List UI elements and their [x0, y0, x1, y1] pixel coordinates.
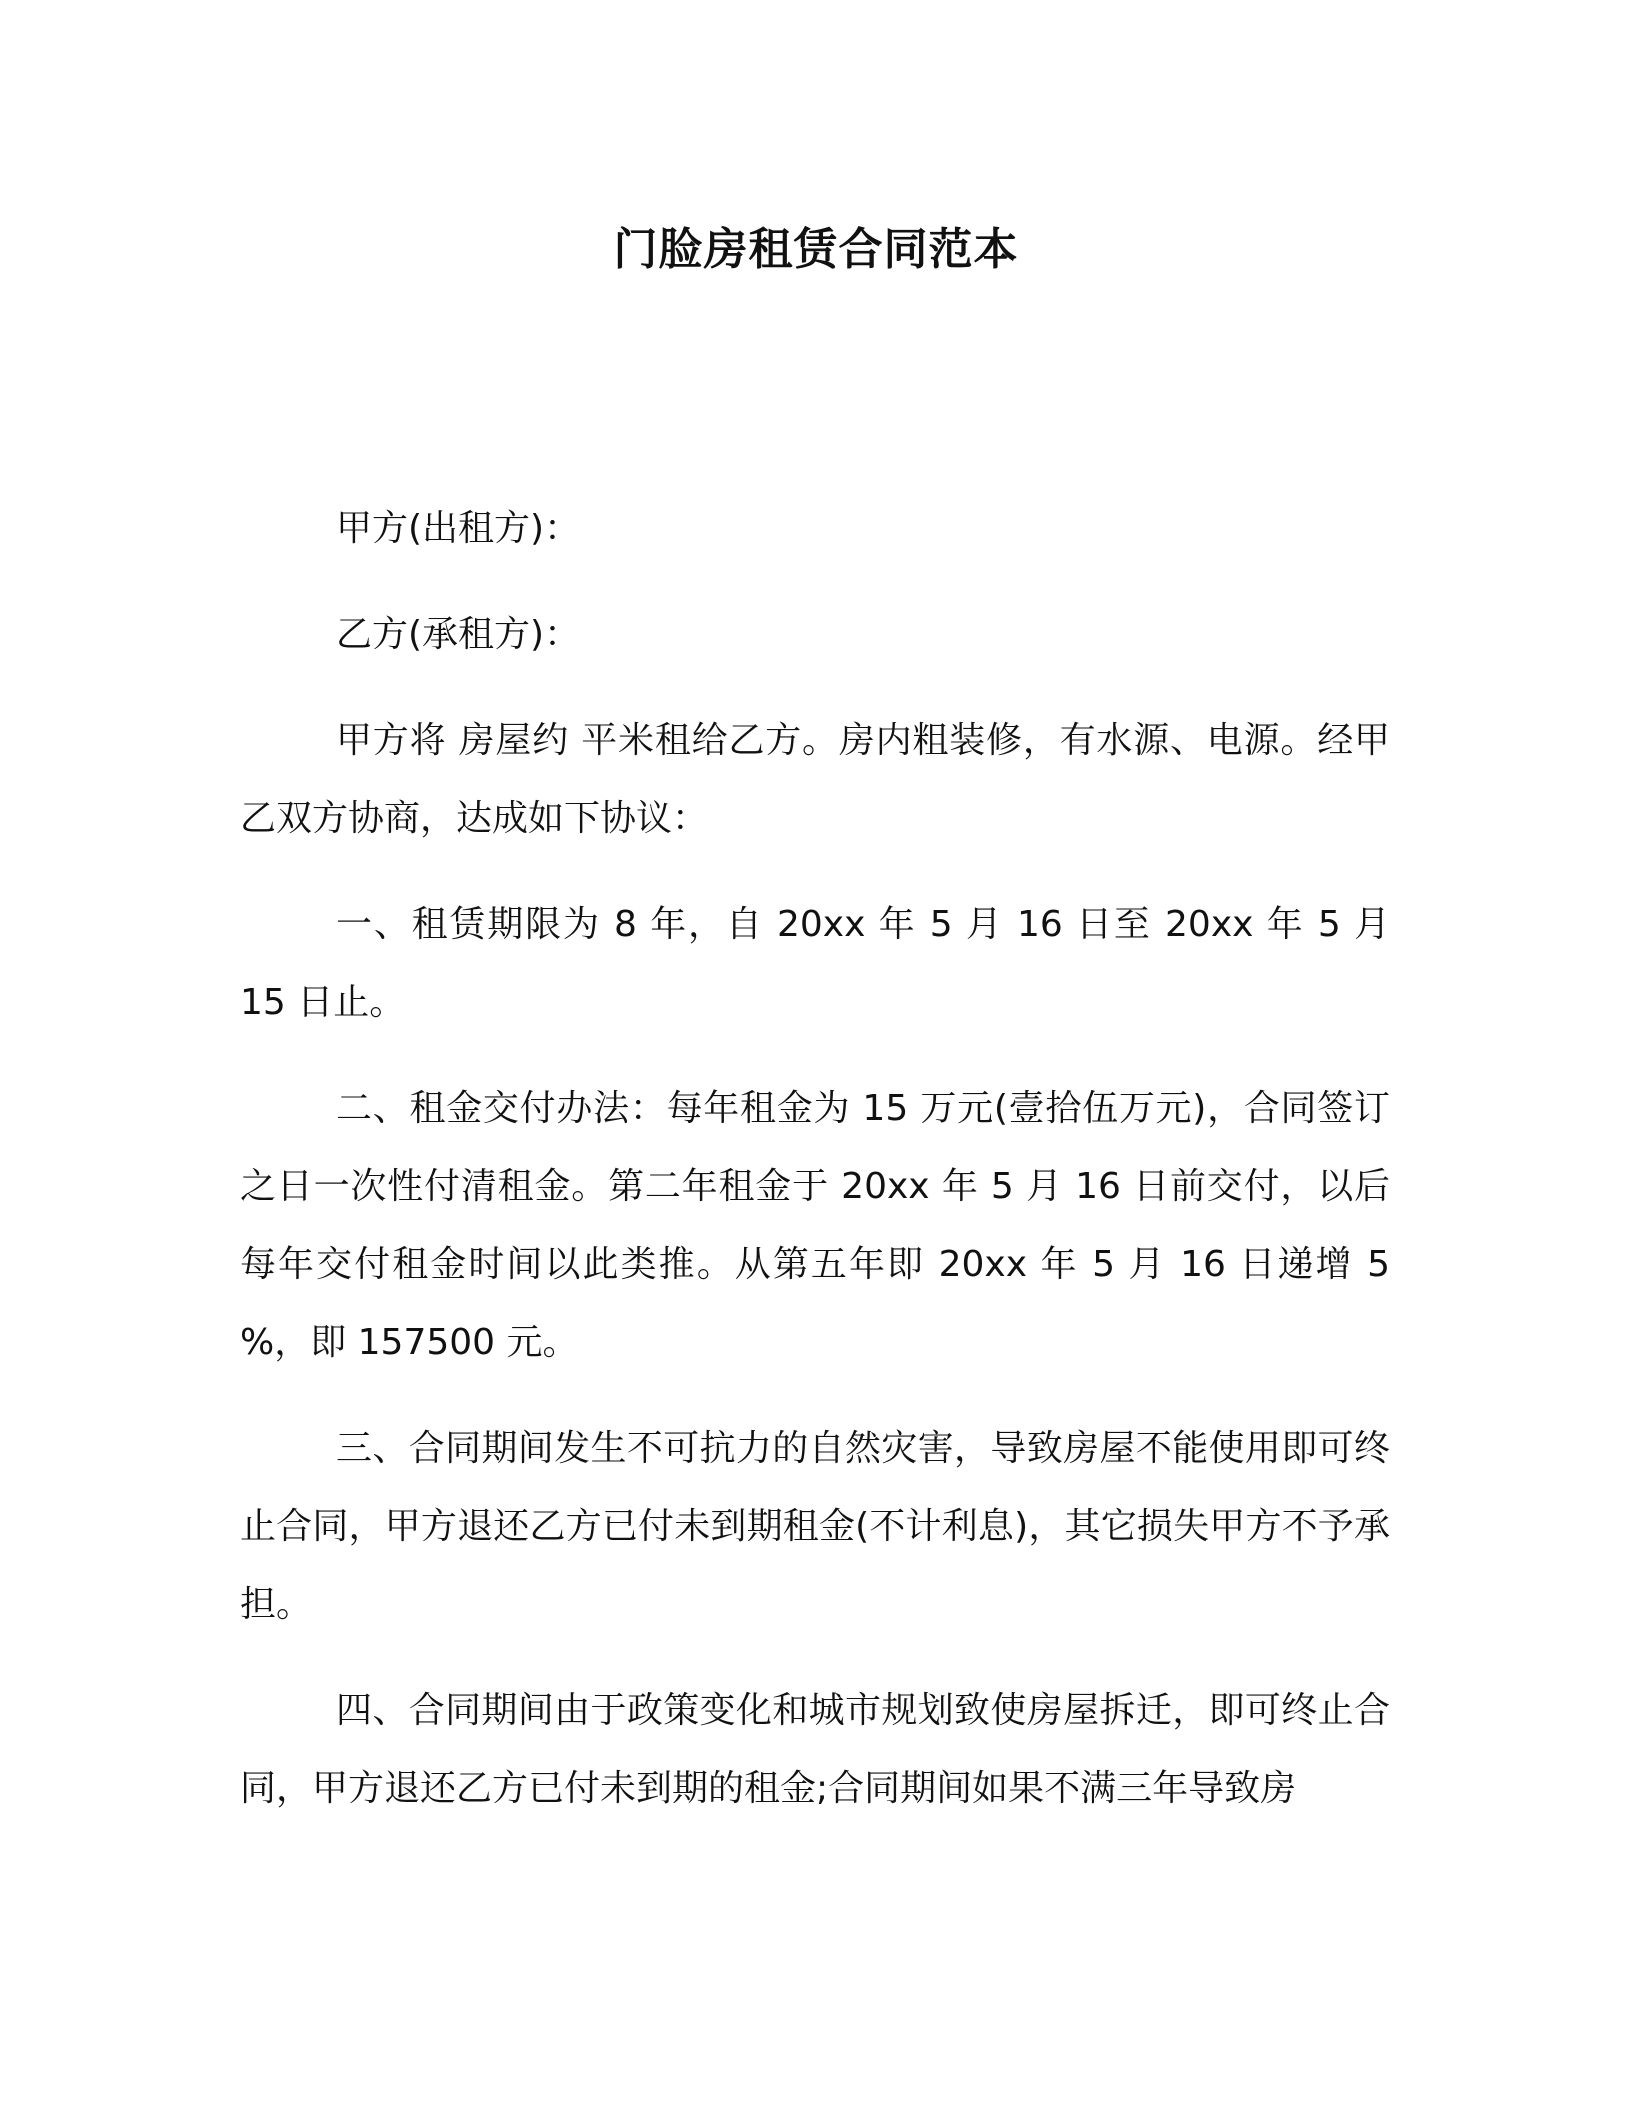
clause-1: 一、租赁期限为 8 年，自 20xx 年 5 月 16 日至 20xx 年 5 月 15 日止。	[240, 904, 1390, 1023]
document-body	[240, 490, 1390, 1856]
party-b-line: 乙方(承租方)：	[336, 614, 581, 655]
clause-2: 二、租金交付办法：每年租金为 15 万元(壹拾伍万元)，合同签订之日一次性付清租金。第二年租金于 20xx 年 5 月 16 日前交付，以后每年交付租金时间以此类推。从第五年即 20xx 年 5 月 16 日递增 5 %，即 157500 元。	[240, 1088, 1390, 1363]
document-title: 门脸房租赁合同范本	[613, 224, 1019, 275]
clause-4: 四、合同期间由于政策变化和城市规划致使房屋拆迁，即可终止合同，甲方退还乙方已付未到期的租金;合同期间如果不满三年导致房	[240, 1690, 1390, 1809]
intro-paragraph: 甲方将 房屋约 平米租给乙方。房内粗装修，有水源、电源。经甲乙双方协商，达成如下协议：	[240, 720, 1390, 839]
party-a-line: 甲方(出租方)：	[336, 508, 581, 549]
clause-3: 三、合同期间发生不可抗力的自然灾害，导致房屋不能使用即可终止合同，甲方退还乙方已付未到期租金(不计利息)，其它损失甲方不予承担。	[240, 1428, 1390, 1625]
